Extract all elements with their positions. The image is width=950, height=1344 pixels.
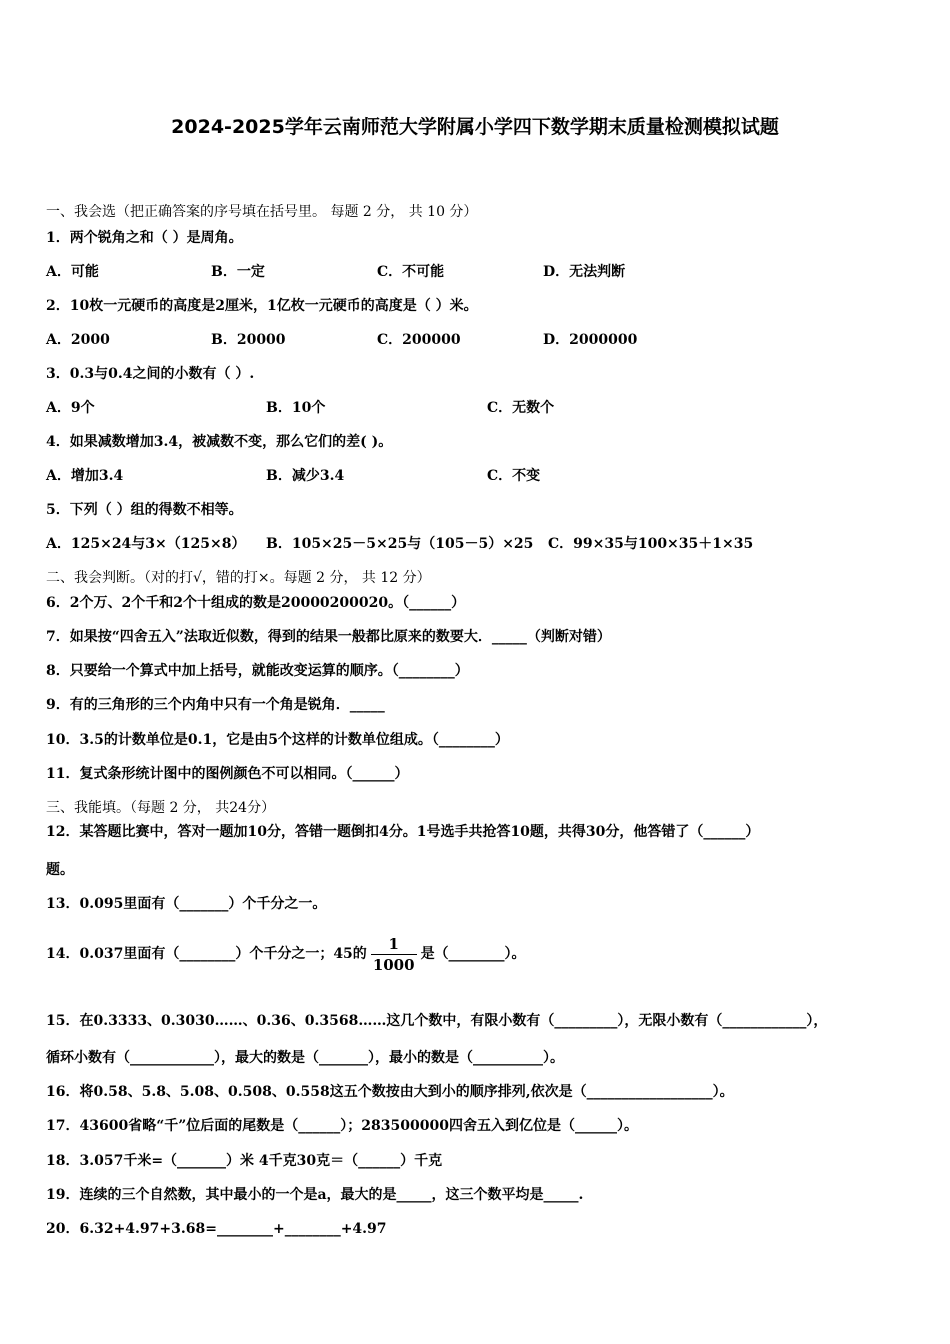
- question-12-line1: 12．某答题比赛中，答对一题加10分，答错一题倒扣4分。1号选手共抢答10题，共得30分，他答错了（______）: [46, 824, 760, 840]
- q14-part1: 14．0.037里面有（________）个千分之一；45的: [46, 946, 367, 962]
- q2-option-d: D．2000000: [543, 332, 638, 348]
- section-heading-choice: 一、我会选（把正确答案的序号填在括号里。 每题 2 分， 共 10 分）: [46, 204, 478, 220]
- section-heading-fill: 三、我能填。（每题 2 分， 共24分）: [46, 800, 276, 816]
- q2-option-a: A．2000: [46, 332, 110, 348]
- question-12-line2: 题。: [46, 862, 74, 878]
- question-3: 3．0.3与0.4之间的小数有（ ）.: [46, 366, 255, 382]
- page-title: 2024-2025学年云南师范大学附属小学四下数学期末质量检测模拟试题: [171, 116, 779, 138]
- question-1: 1．两个锐角之和（ ）是周角。: [46, 230, 243, 246]
- question-9: 9．有的三角形的三个内角中只有一个角是锐角．_____: [46, 697, 385, 713]
- q5-option-c: C．99×35与100×35＋1×35: [548, 536, 754, 552]
- q4-option-c: C．不变: [487, 468, 541, 484]
- question-4: 4．如果减数增加3.4，被减数不变，那么它们的差( )。: [46, 434, 393, 450]
- question-16: 16．将0.58、5.8、5.08、0.508、0.558这五个数按由大到小的顺序排列,依次是（__________________）。: [46, 1084, 734, 1100]
- q1-option-c: C．不可能: [377, 264, 445, 280]
- q5-option-a: A．125×24与3×（125×8）: [46, 536, 246, 552]
- q5-option-b: B．105×25－5×25与（105－5）×25: [266, 536, 534, 552]
- question-2: 2．10枚一元硬币的高度是2厘米，1亿枚一元硬币的高度是（ ）米。: [46, 298, 478, 314]
- question-6: 6．2个万、2个千和2个十组成的数是20000200020。（______）: [46, 595, 466, 611]
- question-14: [46, 932, 526, 976]
- section-heading-judge: 二、我会判断。（对的打√，错的打×。每题 2 分， 共 12 分）: [46, 570, 431, 586]
- question-8: 8．只要给一个算式中加上括号，就能改变运算的顺序。（________）: [46, 663, 469, 679]
- q1-option-b: B．一定: [211, 264, 265, 280]
- question-13: 13．0.095里面有（_______）个千分之一。: [46, 896, 327, 912]
- q2-option-b: B．20000: [211, 332, 286, 348]
- question-15-line2: 循环小数有（____________），最大的数是（_______），最小的数是（__________）。: [46, 1050, 564, 1066]
- fraction-denominator: 1000: [372, 955, 415, 974]
- q2-option-c: C．200000: [377, 332, 461, 348]
- fraction-numerator: 1: [371, 934, 417, 955]
- q14-part2: 是（________）。: [420, 946, 526, 962]
- question-20: 20．6.32+4.97+3.68=________+________+4.97: [46, 1221, 387, 1237]
- question-5: 5．下列（ ）组的得数不相等。: [46, 502, 243, 518]
- question-10: 10．3.5的计数单位是0.1，它是由5个这样的计数单位组成。（________）: [46, 732, 509, 748]
- fraction-one-thousandth: [371, 934, 417, 975]
- question-7: 7．如果按“四舍五入”法取近似数，得到的结果一般都比原来的数要大．_____（判断对错）: [46, 629, 611, 645]
- q3-option-b: B．10个: [266, 400, 326, 416]
- question-15-line1: 15．在0.3333、0.3030……、0.36、0.3568……这几个数中，有限小数有（_________），无限小数有（____________），: [46, 1013, 828, 1029]
- q4-option-b: B．减少3.4: [266, 468, 345, 484]
- q4-option-a: A．增加3.4: [46, 468, 124, 484]
- question-17: 17．43600省略“千”位后面的尾数是（______）；283500000四舍五入到亿位是（______）。: [46, 1118, 638, 1134]
- q1-option-a: A．可能: [46, 264, 99, 280]
- question-11: 11．复式条形统计图中的图例颜色不可以相同。（______）: [46, 766, 409, 782]
- q3-option-c: C．无数个: [487, 400, 555, 416]
- q1-option-d: D．无法判断: [543, 264, 626, 280]
- question-18: 18．3.057千米=（_______）米 4千克30克＝（______）千克: [46, 1153, 443, 1169]
- q3-option-a: A．9个: [46, 400, 95, 416]
- question-19: 19．连续的三个自然数，其中最小的一个是a，最大的是_____，这三个数平均是_____.: [46, 1187, 584, 1203]
